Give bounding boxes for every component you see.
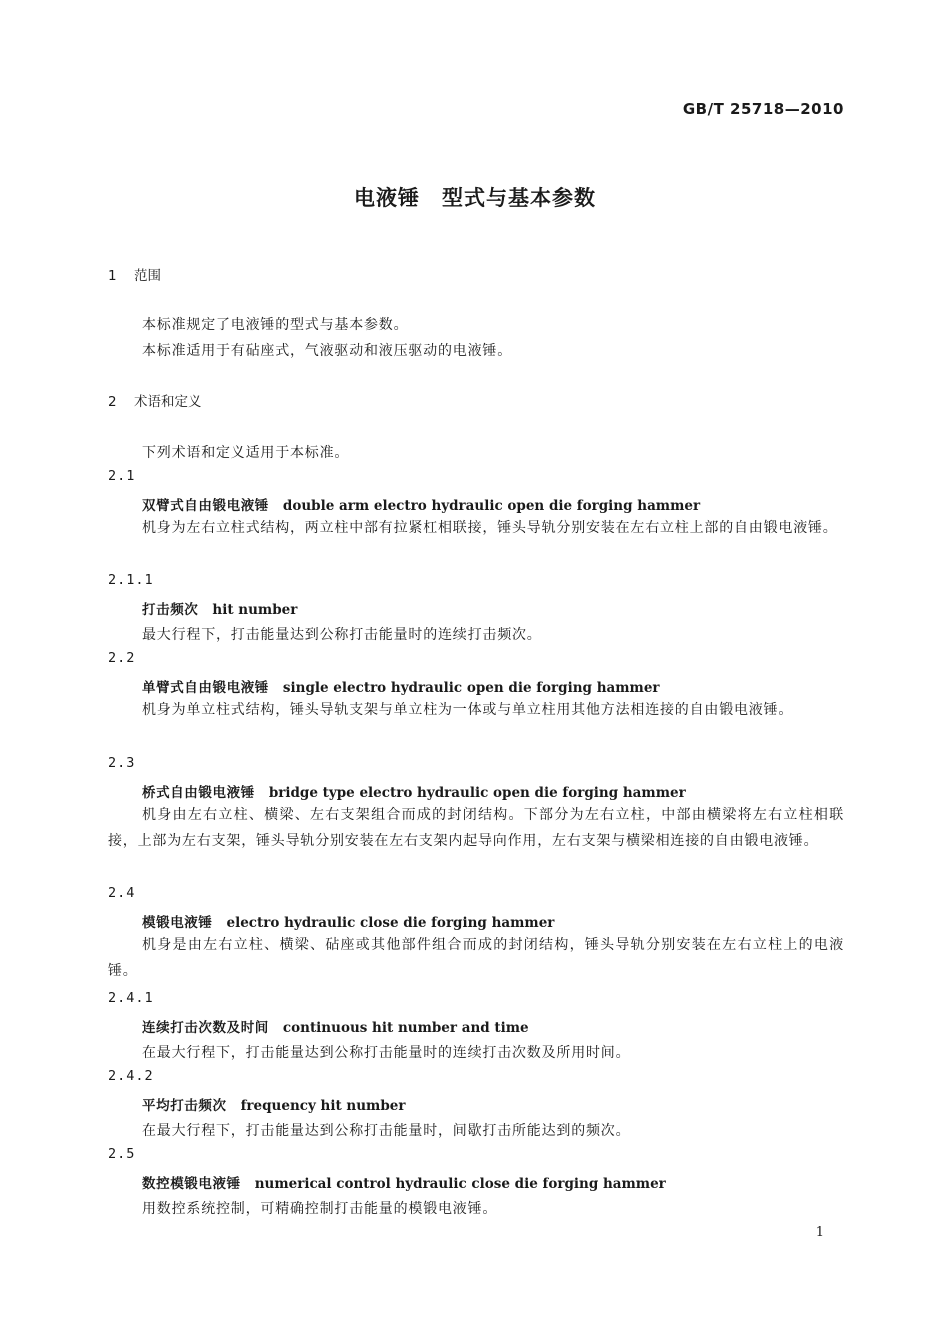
term-definition: 在最大行程下，打击能量达到公称打击能量时的连续打击次数及所用时间。 (142, 1045, 631, 1061)
section-title: 术语和定义 (134, 394, 202, 410)
term-zh: 桥式自由锻电液锤 (142, 785, 255, 801)
term-zh: 双臂式自由锻电液锤 (142, 498, 269, 514)
clause-number: 2.4.2 (108, 1068, 154, 1084)
term-en: frequency hit number (240, 1098, 406, 1114)
term-en: double arm electro hydraulic open die forging hammer (282, 498, 701, 514)
document-title: 电液锤 型式与基本参数 (354, 186, 596, 210)
clause-number: 2.5 (108, 1146, 136, 1162)
term-heading (142, 494, 700, 514)
paragraph: 本标准规定了电液锤的型式与基本参数。 (142, 317, 409, 333)
term-heading (142, 1172, 666, 1192)
section-number: 2 (108, 394, 117, 410)
section-2-heading (108, 390, 202, 410)
section-number: 1 (108, 268, 117, 284)
term-zh: 单臂式自由锻电液锤 (142, 680, 269, 696)
term-heading (142, 676, 660, 696)
clause-number: 2.4 (108, 885, 136, 901)
clause-number: 2.4.1 (108, 990, 154, 1006)
page-number: 1 (815, 1225, 824, 1240)
term-en: electro hydraulic close die forging hammer (226, 915, 555, 931)
term-heading (142, 1094, 405, 1114)
clause-number: 2.3 (108, 755, 136, 771)
clause-number: 2.1.1 (108, 572, 154, 588)
term-definition: 机身为左右立柱式结构，两立柱中部有拉紧杠相联接，锤头导轨分别安装在左右立柱上部的自由锻电液锤。 (142, 520, 838, 536)
term-heading (142, 911, 554, 931)
term-definition: 机身是由左右立柱、横梁、砧座或其他部件组合而成的封闭结构，锤头导轨分别安装在左右立柱上的电液锤。 (108, 937, 844, 979)
standard-code: GB/T 25718—2010 (682, 100, 844, 118)
term-zh: 平均打击频次 (142, 1098, 227, 1114)
term-en: single electro hydraulic open die forging hammer (282, 680, 660, 696)
clause-number: 2.2 (108, 650, 136, 666)
section-title: 范围 (134, 268, 161, 284)
section-1-heading (108, 264, 161, 284)
term-definition: 机身为单立柱式结构，锤头导轨支架与单立柱为一体或与单立柱用其他方法相连接的自由锻电液锤。 (142, 702, 794, 718)
term-heading (142, 781, 686, 801)
paragraph: 本标准适用于有砧座式，气液驱动和液压驱动的电液锤。 (142, 343, 512, 359)
term-heading (142, 1016, 529, 1036)
term-zh: 打击频次 (142, 602, 199, 618)
term-zh: 模锻电液锤 (142, 915, 213, 931)
term-zh: 数控模锻电液锤 (142, 1176, 241, 1192)
term-en: bridge type electro hydraulic open die forging hammer (268, 785, 686, 801)
term-definition: 最大行程下，打击能量达到公称打击能量时的连续打击频次。 (142, 627, 542, 643)
term-en: continuous hit number and time (282, 1020, 529, 1036)
term-en: hit number (212, 602, 298, 618)
term-definition: 机身由左右立柱、横梁、左右支架组合而成的封闭结构。下部分为左右立柱，中部由横梁将左右立柱相联接，上部为左右支架，锤头导轨分别安装在左右支架内起导向作用，左右支架与横梁相连接的自由锻电液锤。 (108, 807, 844, 849)
paragraph: 下列术语和定义适用于本标准。 (142, 445, 350, 461)
term-definition: 在最大行程下，打击能量达到公称打击能量时，间歇打击所能达到的频次。 (142, 1123, 631, 1139)
term-heading (142, 598, 297, 618)
clause-number: 2.1 (108, 468, 136, 484)
term-zh: 连续打击次数及时间 (142, 1020, 269, 1036)
term-definition: 用数控系统控制，可精确控制打击能量的模锻电液锤。 (142, 1201, 498, 1217)
term-en: numerical control hydraulic close die forging hammer (254, 1176, 666, 1192)
